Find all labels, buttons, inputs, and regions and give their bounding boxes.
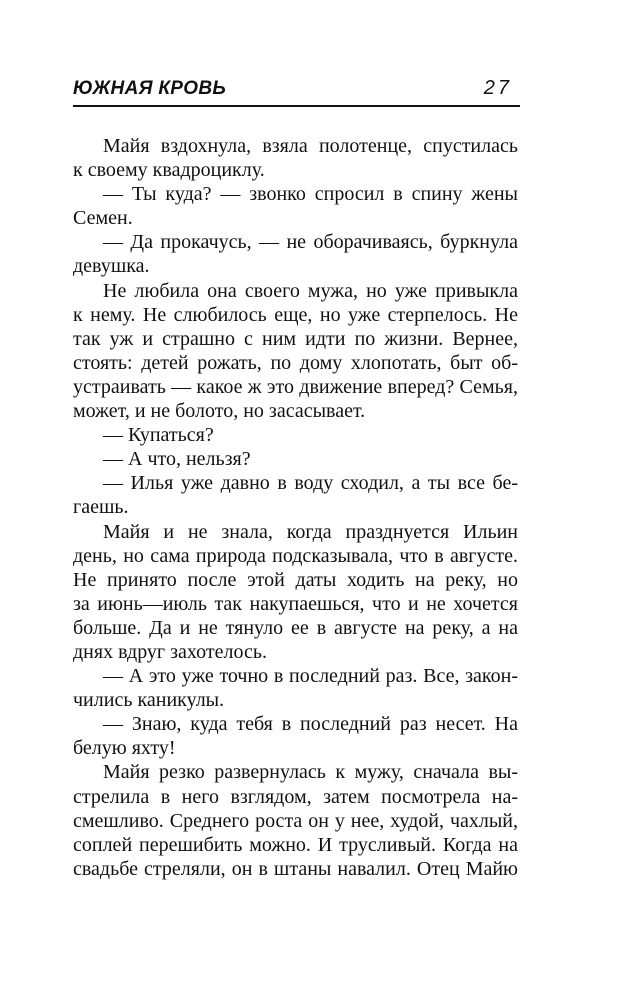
text-line: — Илья уже давно в воду сходил, а ты все бе- (103, 472, 518, 495)
text-line: Майя и не знала, когда празднуется Ильин (103, 520, 518, 543)
text-line: — А это уже точно в последний раз. Все, закон- (103, 665, 518, 688)
text-line: — Купаться? (103, 424, 214, 447)
text-line: чились каникулы. (73, 689, 225, 712)
text-line: белую яхту! (73, 737, 176, 760)
text-line: Майя вздохнула, взяла полотенце, спустилась (103, 135, 518, 157)
text-line: — А что, нельзя? (103, 448, 251, 471)
text-line: день, но сама природа подсказывала, что в августе. (73, 544, 518, 567)
text-line: больше. Да и не тянуло ее в августе на реку, а на (73, 616, 518, 639)
text-line: соплей перешибить можно. И трусливый. Когда на (73, 833, 518, 856)
text-line: Не любила она своего мужа, но уже привыкла (103, 279, 518, 302)
text-line: может, и не болото, но засасывает. (73, 400, 366, 423)
text-line: к своему квадроциклу. (73, 159, 265, 182)
text-line: днях вдруг захотелось. (73, 640, 267, 663)
header-rule (73, 105, 520, 107)
text-line: смешливо. Среднего роста он у нее, худой, чахлый, (73, 809, 518, 832)
text-line: гаешь. (73, 496, 129, 519)
text-line: — Да прокачусь, — не оборачиваясь, буркнула (103, 231, 518, 254)
text-line: к нему. Не слюбилось еще, но уже стерпелось. Не (73, 303, 518, 326)
page-number: 27 (483, 77, 512, 99)
running-header (73, 78, 520, 108)
text-line: Майя резко развернулась к мужу, сначала вы- (103, 761, 518, 784)
running-title: ЮЖНАЯ КРОВЬ (73, 78, 227, 99)
body-text (73, 134, 518, 881)
text-line: за июнь—июль так накупаешься, что и не хочется (73, 592, 518, 615)
text-line: стоять: детей рожать, по дому хлопотать, быт об- (73, 351, 518, 374)
text-line: Не принято после этой даты ходить на реку, но (73, 568, 518, 591)
text-line: свадьбе стреляли, он в штаны навалил. Отец Майю (73, 857, 518, 880)
text-line: — Ты куда? — звонко спросил в спину жены (103, 183, 518, 206)
text-line: так уж и страшно с ним идти по жизни. Вернее, (73, 327, 518, 350)
text-line: — Знаю, куда тебя в последний раз несет. На (103, 713, 518, 736)
text-line: девушка. (73, 255, 150, 278)
text-line: Семен. (73, 207, 133, 230)
text-line: стрелила в него взглядом, затем посмотрела на- (73, 785, 518, 808)
text-line: устраивать — какое ж это движение вперед? Семья, (73, 375, 518, 398)
